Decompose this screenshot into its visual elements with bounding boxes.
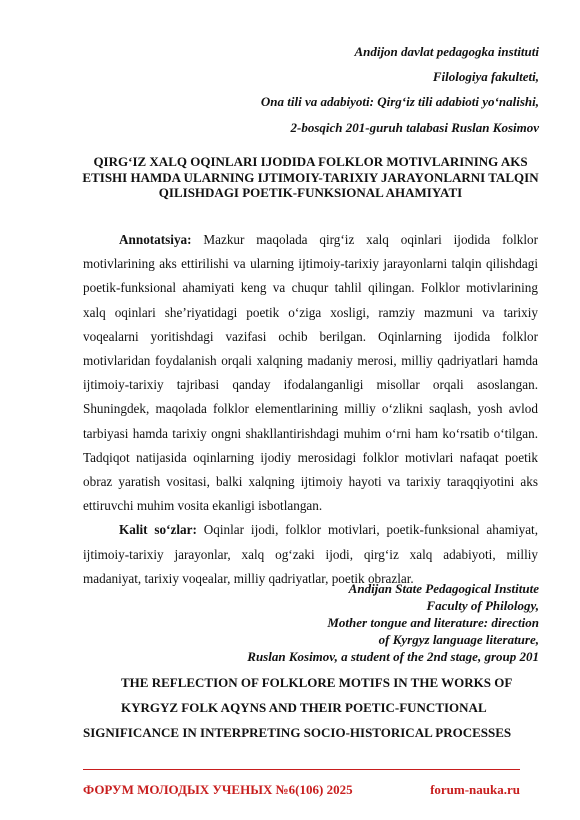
keywords-text: Oqinlar ijodi, folklor motivlari, poetik-funksional ahamiyat, ijtimoiy-tarixiy jarayonlar, xalq og‘zaki ijodi, qirg‘iz xalq adabiyoti, milliy madaniyat, tarixiy voqealar, milliy qadriyatlar, poetik obrazlar. [83,522,539,586]
abstract-text: Mazkur maqolada qirg‘iz xalq oqinlari ijodida folklor motivlarining aks ettirilishi va ularning ijtimoiy-tarixiy jarayonlarni talqin qilishdagi poetik-funksional ahamiyati keng va chuqur tahlil qilingan. Folklor motivlarining xalq oqinlari she’riyatidagi poetik o‘ziga xosligi, ramziy mazmuni va tarixiy voqealarni yoritishdagi vazifasi ochib berilgan. Oqinlarning ijodida folklor motivlaridan foydalanish orqali xalqning madaniy merosi, milliy qadriyatlari hamda ijtimoiy-tarixiy tajribasi qanday ifodalanganligi misollar orqali asoslangan. Shuningdek, maqolada folklor elementlarining milliy o‘zlikni saqlash, yosh avlod tarbiyasi hamda tarixiy ongni shakllantirishdagi muhim o‘rni ham ko‘rsatib o‘tilgan. Tadqiqot natijasida oqinlarning ijodiy merosidagi folklor motivlari nafaqat poetik obraz yaratish vositasi, balki xalqning ijtimoiy hayoti va tarixiy taraqqiyotini aks ettiruvchi muhim vosita ekanligi isbotlangan. [83,232,538,514]
affiliation-en-line: Mother tongue and literature: direction [327,615,539,630]
footer-journal: ФОРУМ МОЛОДЫХ УЧЕНЫХ №6(106) 2025 [83,782,353,797]
title-en-line: SIGNIFICANCE IN INTERPRETING SOCIO-HISTORICAL PROCESSES [83,725,512,740]
title-en-line: THE REFLECTION OF FOLKLORE MOTIFS IN THE WORKS OF [121,675,513,690]
affiliation-uz-line: 2-bosqich 201-guruh talabasi Ruslan Kosimov [290,119,539,135]
abstract-label: Annotatsiya: [119,232,192,247]
affiliation-en-line: of Kyrgyz language literature, [378,632,539,647]
article-title-english [83,670,538,745]
affiliation-en-line: Faculty of Philology, [426,598,539,613]
affiliation-uz-line: Filologiya fakulteti, [432,69,539,85]
affiliation-uz-line: Ona tili va adabiyoti: Qirg‘iz tili adabioti yo‘nalishi, [260,94,539,110]
affiliation-english [247,580,539,665]
title-en-line: KYRGYZ FOLK AQYNS AND THEIR POETIC-FUNCTIONAL [121,700,487,715]
affiliation-uzbek [261,39,539,140]
page-footer [83,782,520,798]
footer-site-link[interactable]: forum-nauka.ru [430,782,520,797]
keywords-label: Kalit so‘zlar: [119,522,197,538]
footer-divider [83,769,520,770]
article-title-uzbek: QIRG‘IZ XALQ OQINLARI IJODIDA FOLKLOR MOTIVLARINING AKS ETISHI HAMDA ULARNING IJTIMOIY-TARIXIY JARAYONLARNI TALQIN QILISHDAGI POETIK-FUNKSIONAL AHAMIYATI [82,154,539,200]
affiliation-uz-line: Andijon davlat pedagogka instituti [354,44,539,59]
abstract-paragraph [83,228,538,518]
article-body-uzbek [83,228,538,591]
affiliation-en-line: Andijan State Pedagogical Institute [348,581,539,596]
affiliation-en-line: Ruslan Kosimov, a student of the 2nd stage, group 201 [247,649,539,664]
